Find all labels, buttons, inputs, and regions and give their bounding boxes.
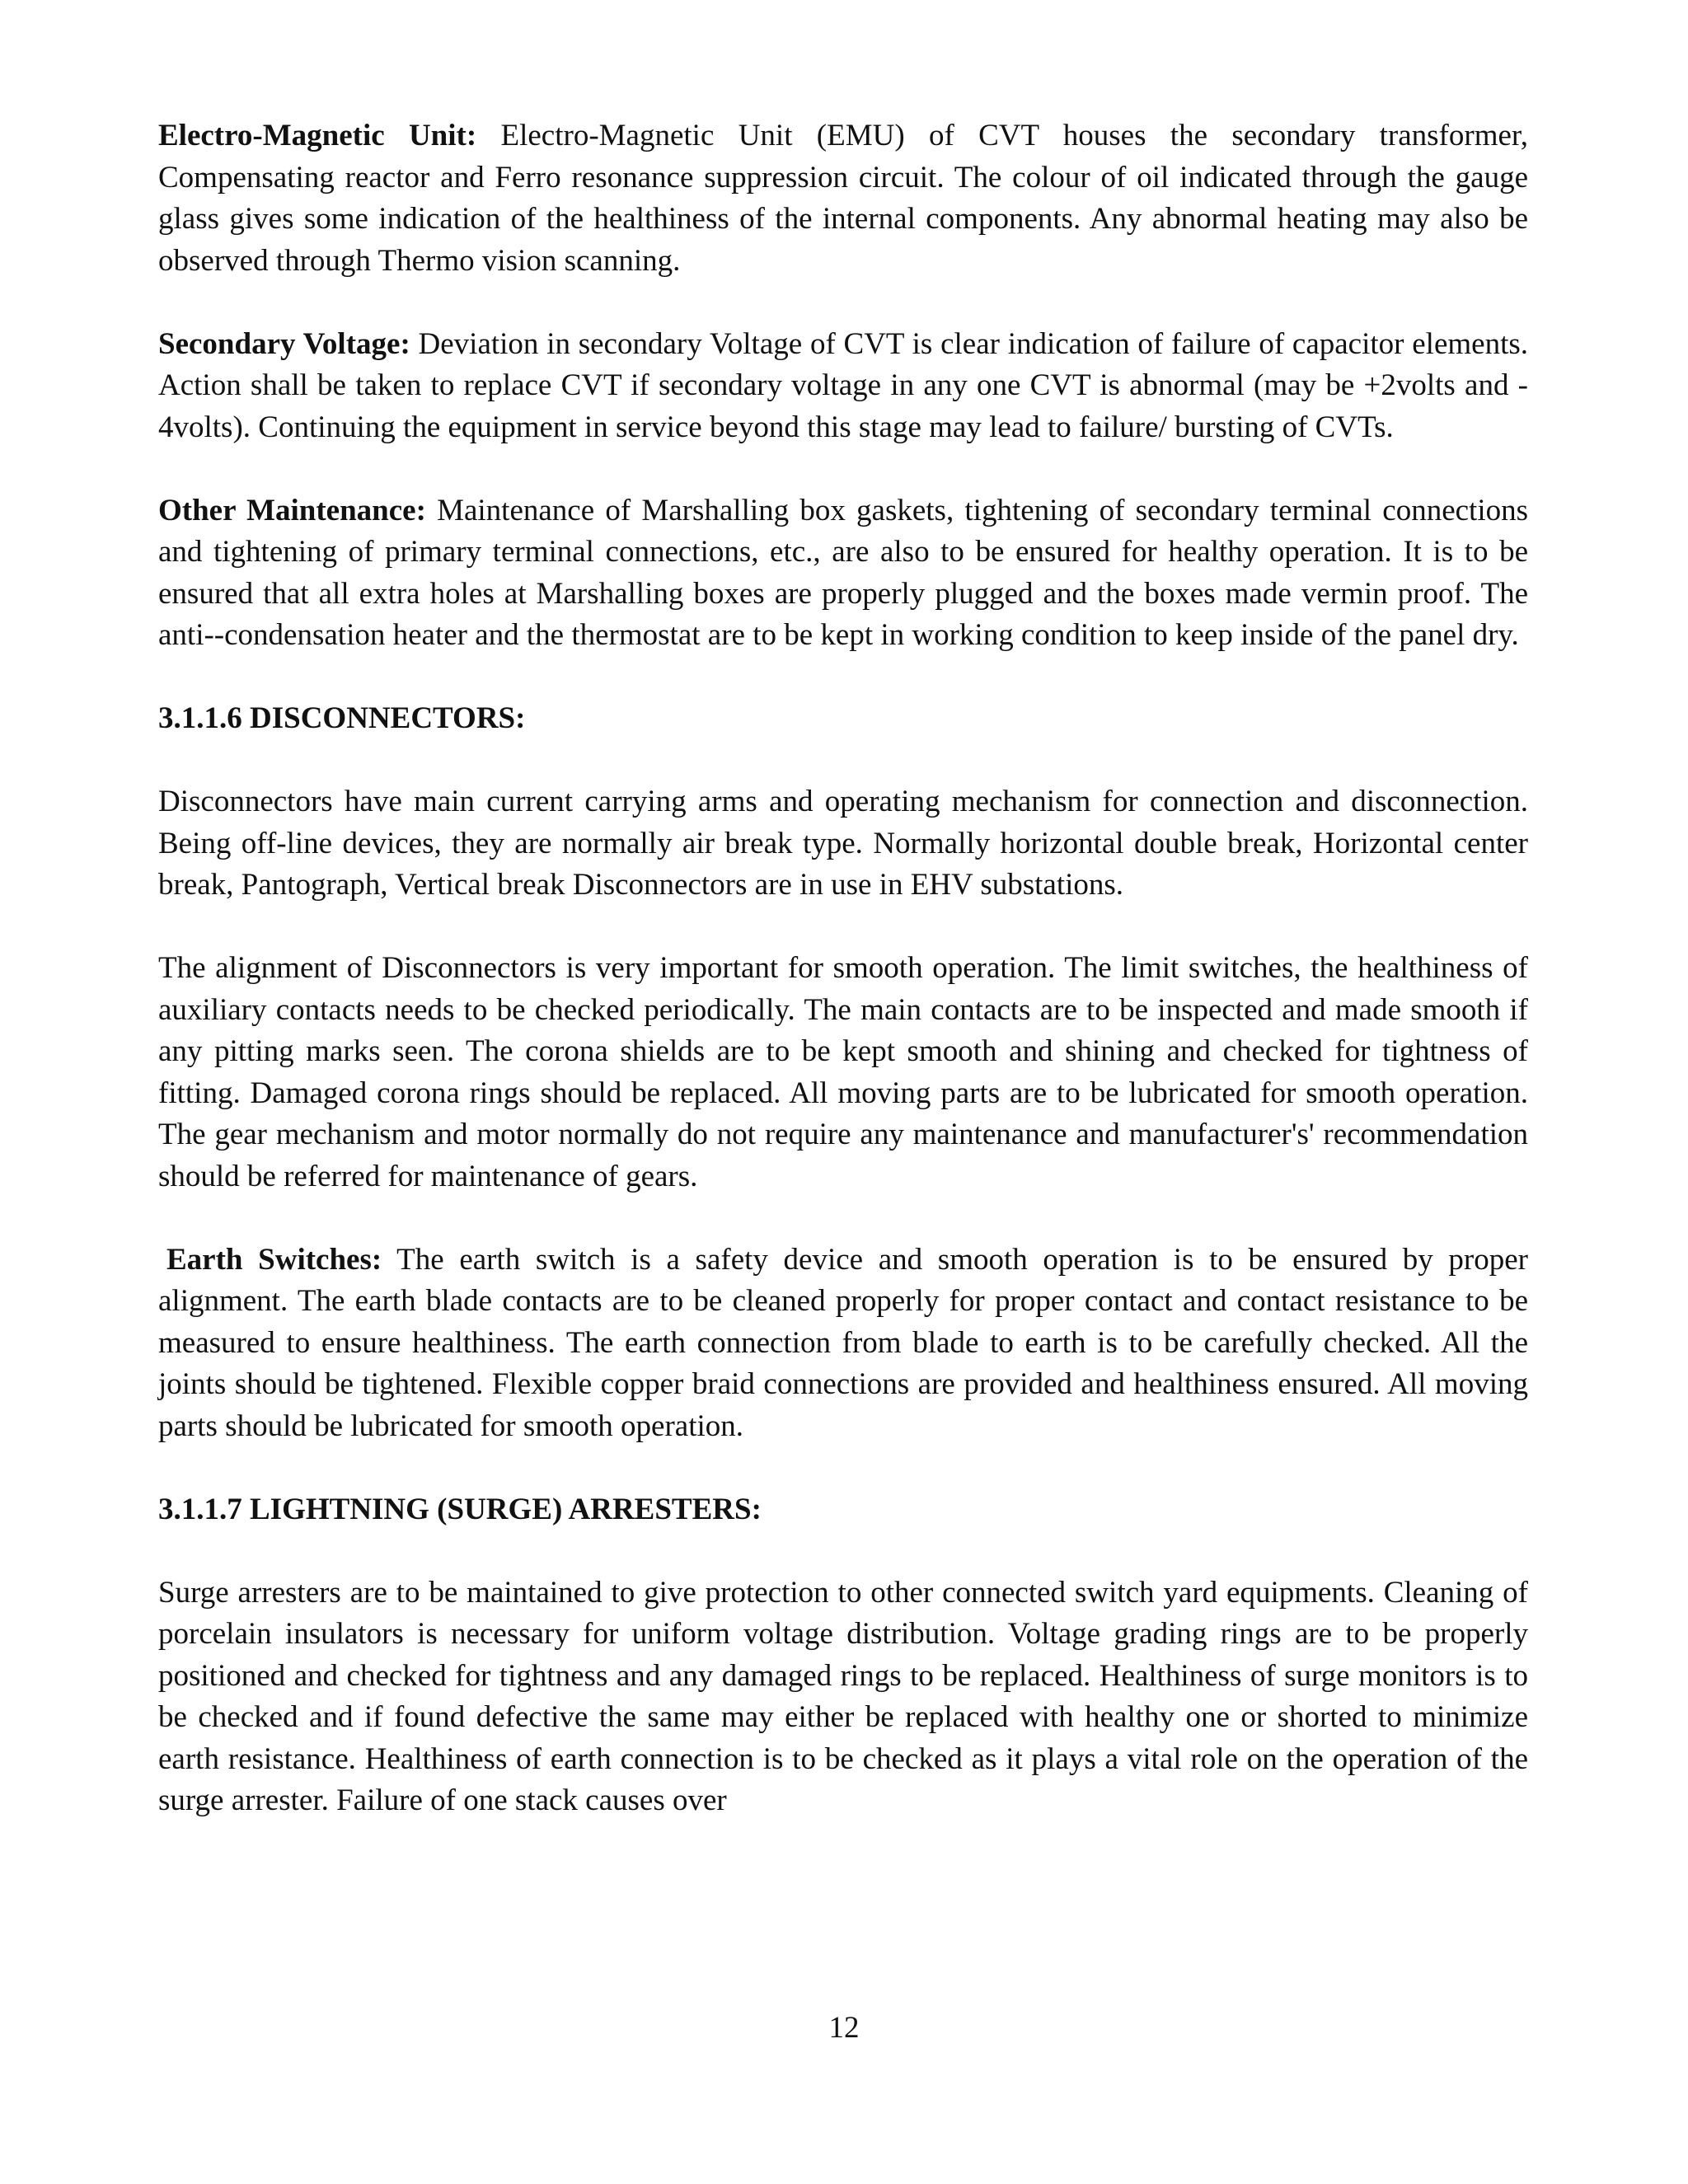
paragraph-text: Maintenance of Marshalling box gaskets, tightening of secondary terminal connections and tightening of primary terminal connections, etc., are also to be ensured for healthy operation. It is to be ensured that all extra holes at Marshalling boxes are properly plugged and the boxes made vermin proof. The anti--condensation heater and the thermostat are to be kept in working condition to keep inside of the panel dry. <box>158 493 1528 652</box>
paragraph-lead: Electro-Magnetic Unit: <box>158 119 477 152</box>
section-heading-disconnectors: 3.1.1.6 DISCONNECTORS: <box>158 701 526 735</box>
paragraph-secondary-voltage <box>158 324 1528 449</box>
paragraph-disconnectors-intro <box>158 781 1528 907</box>
paragraph-lead: Secondary Voltage: <box>158 326 410 361</box>
paragraph-surge-arresters <box>158 1572 1528 1822</box>
section-heading-lightning-arresters: 3.1.1.7 LIGHTNING (SURGE) ARRESTERS: <box>158 1492 762 1526</box>
paragraph-text: Deviation in secondary Voltage of CVT is clear indication of failure of capacitor elements. Action shall be taken to replace CVT if secondary voltage in any one CVT is abnormal (may be +2volts and - 4volts). Continuing the equipment in service beyond this stage may lead to failure/ bursting of CVTs. <box>158 326 1528 444</box>
paragraph-text: Disconnectors have main current carrying arms and operating mechanism for connection and disconnection. Being off-line devices, they are normally air break type. Normally horizontal double break, Horizontal center break, Pantograph, Vertical break Disconnectors are in use in EHV substations. <box>158 785 1528 902</box>
paragraph-other-maintenance <box>158 490 1528 657</box>
paragraph-text: The alignment of Disconnectors is very important for smooth operation. The limit switches, the healthiness of auxiliary contacts needs to be checked periodically. The main contacts are to be inspected and made smooth if any pitting marks seen. The corona shields are to be kept smooth and shining and checked for tightness of fitting. Damaged corona rings should be replaced. All moving parts are to be lubricated for smooth operation. The gear mechanism and motor normally do not require any maintenance and manufacturer's' recommendation should be referred for maintenance of gears. <box>158 951 1528 1193</box>
paragraph-lead: Earth Switches: <box>166 1242 382 1277</box>
page-number: 12 <box>828 2011 860 2045</box>
paragraph-lead: Other Maintenance: <box>158 493 426 527</box>
paragraph-text: Electro-Magnetic Unit (EMU) of CVT houses the secondary transformer, Compensating reactor and Ferro resonance suppression circuit. The colour of oil indicated through the gauge glass gives some indication of the healthiness of the internal components. Any abnormal heating may also be observed through Thermo vision scanning. <box>158 119 1528 278</box>
document-page <box>158 115 1528 1822</box>
paragraph-disconnectors-alignment <box>158 948 1528 1197</box>
paragraph-text: The earth switch is a safety device and smooth operation is to be ensured by proper alignment. The earth blade contacts are to be cleaned properly for proper contact and contact resistance to be measured to ensure healthiness. The earth connection from blade to earth is to be carefully checked. All the joints should be tightened. Flexible copper braid connections are provided and healthiness ensured. All moving parts should be lubricated for smooth operation. <box>158 1242 1528 1443</box>
paragraph-text: Surge arresters are to be maintained to give protection to other connected switch yard equipments. Cleaning of porcelain insulators is necessary for uniform voltage distribution. Voltage grading rings are to be properly positioned and checked for tightness and any damaged rings to be replaced. Healthiness of surge monitors is to be checked and if found defective the same may either be replaced with healthy one or shorted to minimize earth resistance. Healthiness of earth connection is to be checked as it plays a vital role on the operation of the surge arrester. Failure of one stack causes over <box>158 1575 1528 1817</box>
paragraph-earth-switches <box>158 1240 1528 1448</box>
paragraph-electro-magnetic-unit <box>158 115 1528 282</box>
